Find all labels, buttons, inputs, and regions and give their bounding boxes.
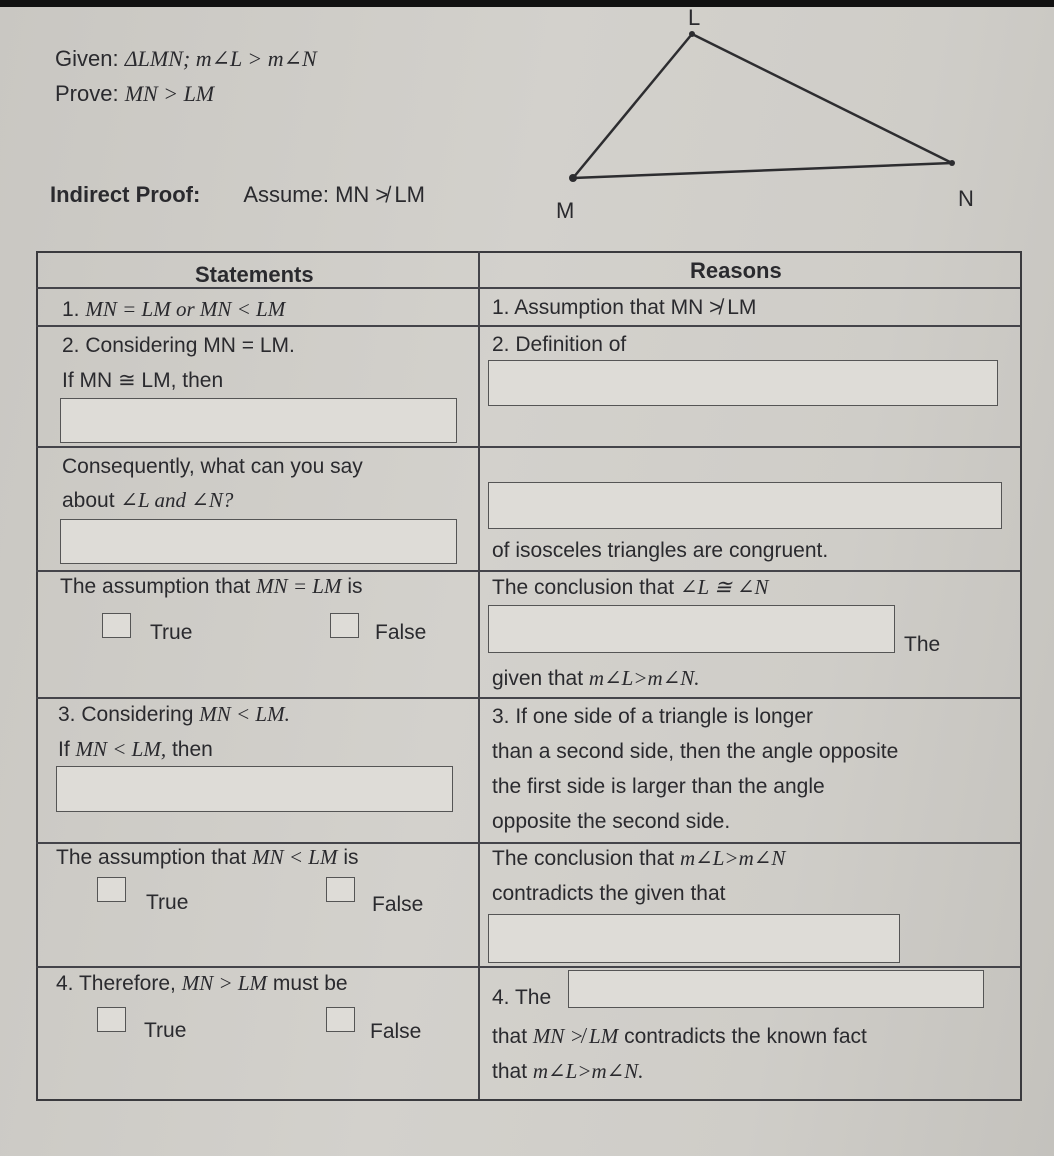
reason-4-line3-math: m∠L>m∠N.: [532, 1059, 644, 1083]
reason-2b-answer-box[interactable]: [488, 482, 1002, 529]
statement-3-prefix: 3. Considering: [58, 703, 194, 726]
indirect-proof-label: Indirect Proof:: [50, 182, 201, 207]
row-divider: [36, 697, 1020, 699]
statement-3b-false-checkbox[interactable]: [326, 877, 355, 902]
reason-4-line2-math: MN ≯ LM: [532, 1024, 619, 1048]
side-mn: [573, 163, 952, 178]
statement-3b: [56, 845, 358, 870]
statement-3b-prefix: The assumption that: [56, 846, 247, 869]
statement-3-line2: [58, 737, 213, 762]
statement-2c-math: MN = LM: [256, 574, 342, 598]
statement-2b-answer-box[interactable]: [60, 519, 457, 564]
prove-line: [55, 81, 214, 107]
reason-2-answer-box[interactable]: [488, 360, 998, 406]
statement-2c-true-checkbox[interactable]: [102, 613, 131, 638]
statement-4-true-label: True: [144, 1019, 187, 1042]
row-divider: [36, 287, 1020, 289]
row-divider: [36, 446, 1020, 448]
statement-4-math: MN > LM: [181, 971, 268, 995]
statement-4-line1: [56, 971, 348, 996]
reasons-header: Reasons: [690, 258, 782, 283]
vertex-m-label: M: [556, 198, 575, 223]
statement-3-line2-prefix: If: [58, 738, 70, 761]
row-divider: [36, 325, 1020, 327]
statement-3b-true-checkbox[interactable]: [97, 877, 126, 902]
reason-2c-math: ∠L ≅ ∠N: [679, 575, 769, 599]
indirect-proof-line: [50, 182, 425, 208]
statement-1-text: MN = LM or MN < LM: [85, 297, 286, 321]
reason-2c-line3-math: m∠L>m∠N.: [588, 666, 700, 690]
assume-label: Assume:: [243, 182, 329, 207]
reason-3b-line2: contradicts the given that: [492, 882, 726, 905]
statement-2c-prefix: The assumption that: [60, 575, 251, 598]
column-divider: [478, 251, 480, 1099]
side-lm: [573, 34, 692, 178]
statement-2b-math: ∠L and ∠N?: [120, 488, 234, 512]
reason-4-line2: [492, 1024, 867, 1049]
row-divider: [36, 966, 1020, 968]
statement-2c-suffix: is: [347, 575, 363, 598]
statement-4-prefix: 4. Therefore,: [56, 972, 176, 995]
statement-2-answer-box[interactable]: [60, 398, 457, 443]
assume-value: MN ≯ LM: [335, 182, 425, 207]
statement-2b-line2: [62, 488, 233, 513]
statement-1: [62, 297, 285, 322]
prove-label: Prove:: [55, 81, 119, 106]
statement-3b-suffix: is: [343, 846, 359, 869]
statement-2c-true-label: True: [150, 621, 193, 644]
given-value: ΔLMN; m∠L > m∠N: [124, 46, 317, 71]
reason-2b: of isosceles triangles are congruent.: [492, 539, 829, 562]
statement-2b-line1: Consequently, what can you say: [62, 455, 363, 478]
reason-2c-line3-prefix: given that: [492, 667, 584, 690]
reason-3-line1: 3. If one side of a triangle is longer: [492, 705, 814, 728]
prove-value: MN > LM: [124, 81, 215, 106]
statement-3b-false-label: False: [372, 893, 424, 916]
statement-2c-false-label: False: [375, 621, 427, 644]
reason-3-line3: the first side is larger than the angle: [492, 775, 825, 798]
reason-2: 2. Definition of: [492, 333, 627, 356]
reason-4-line2-prefix: that: [492, 1025, 528, 1048]
statement-3-math: MN < LM.: [199, 702, 290, 726]
reason-4-line1: 4. The: [492, 986, 552, 1009]
reason-4-line2-suffix: contradicts the known fact: [624, 1025, 867, 1048]
statement-2b-prefix: about: [62, 489, 115, 512]
statement-2c-false-checkbox[interactable]: [330, 613, 359, 638]
statement-3-line2-suffix: then: [171, 738, 213, 761]
reason-2c-answer-box[interactable]: [488, 605, 895, 653]
vertex-n-label: N: [958, 186, 974, 211]
vertex-m-point: [569, 174, 577, 182]
statement-2c: [60, 574, 362, 599]
reason-3b-line1: [492, 846, 785, 871]
vertex-l-label: L: [688, 5, 701, 30]
reason-3-line2: than a second side, then the angle opposite: [492, 740, 899, 763]
statement-2-line2: If MN ≅ LM, then: [62, 369, 224, 392]
statement-4-suffix: must be: [272, 972, 348, 995]
statement-4-false-label: False: [370, 1020, 422, 1043]
row-divider: [36, 570, 1020, 572]
reason-4-line3: [492, 1059, 644, 1084]
statement-3-line1: [58, 702, 290, 727]
reason-3-line4: opposite the second side.: [492, 810, 731, 833]
statement-3b-true-label: True: [146, 891, 189, 914]
given-line: [55, 46, 317, 72]
statement-1-number: 1.: [62, 298, 80, 321]
reason-2c-the: The: [904, 633, 941, 656]
statements-header: Statements: [195, 262, 314, 287]
reason-3b-math: m∠L>m∠N: [679, 846, 786, 870]
reason-4-line3-prefix: that: [492, 1060, 528, 1083]
vertex-l-point: [689, 31, 695, 37]
given-label: Given:: [55, 46, 119, 71]
vertex-n-point: [949, 160, 955, 166]
reason-4-answer-box[interactable]: [568, 970, 984, 1008]
statement-4-true-checkbox[interactable]: [97, 1007, 126, 1032]
reason-3b-answer-box[interactable]: [488, 914, 900, 963]
reason-2c-line1: [492, 575, 769, 600]
statement-2-line1: 2. Considering MN = LM.: [62, 334, 295, 357]
reason-3b-prefix: The conclusion that: [492, 847, 675, 870]
row-divider: [36, 842, 1020, 844]
reason-2c-prefix: The conclusion that: [492, 576, 675, 599]
statement-3b-math: MN < LM: [252, 845, 338, 869]
statement-3-answer-box[interactable]: [56, 766, 453, 812]
triangle-diagram: [540, 0, 1020, 240]
statement-4-false-checkbox[interactable]: [326, 1007, 355, 1032]
side-ln: [692, 34, 952, 163]
statement-3-line2-math: MN < LM,: [75, 737, 167, 761]
reason-2c-line3: [492, 666, 700, 691]
reason-1: 1. Assumption that MN ≯ LM: [492, 296, 757, 319]
